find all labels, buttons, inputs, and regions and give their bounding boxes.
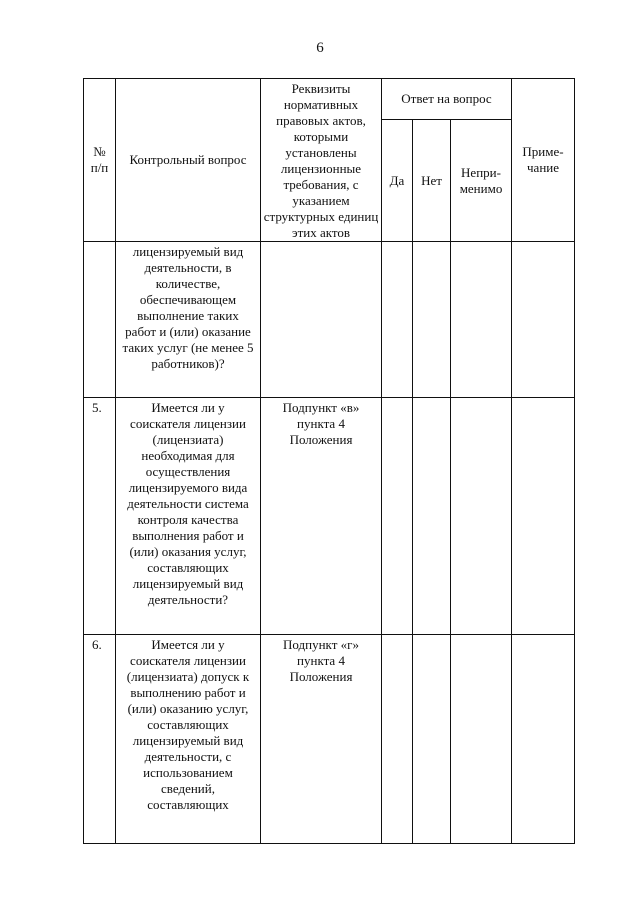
row-reference — [261, 242, 382, 398]
row-question: Имеется ли у соискателя лицензии (лицензиата) необходимая для осуществления лицензируемого вида деятельности система контроля качества выполнения работ и (или) оказания услуг, составляющих лицензируемый вид деятельности? — [116, 398, 261, 635]
cell-note[interactable] — [512, 635, 575, 844]
header-yes — [382, 120, 413, 242]
cell-yes[interactable] — [382, 635, 413, 844]
cell-yes[interactable] — [382, 242, 413, 398]
table-row — [84, 242, 575, 398]
table-row — [84, 635, 575, 844]
header-number-label: № п/п — [90, 144, 109, 175]
header-no-label: Нет — [421, 172, 442, 188]
header-note — [512, 79, 575, 242]
row-reference: Подпункт «в» пункта 4 Положения — [261, 398, 382, 635]
header-requisites — [261, 79, 382, 242]
cell-note[interactable] — [512, 398, 575, 635]
header-note-label: Приме- чание — [522, 144, 564, 175]
row-question: лицензируемый вид деятельности, в количестве, обеспечивающем выполнение таких работ и (или) оказание таких услуг (не менее 5 работников)? — [116, 242, 261, 398]
row-question: Имеется ли у соискателя лицензии (лицензиата) допуск к выполнению работ и (или) оказанию услуг, составляющих лицензируемый вид деятельности, с использованием сведений, составляющих — [116, 635, 261, 844]
header-answer — [382, 79, 512, 120]
cell-no[interactable] — [413, 242, 451, 398]
cell-not-applicable[interactable] — [451, 242, 512, 398]
row-number: 6. — [84, 635, 116, 844]
header-question-label: Контрольный вопрос — [129, 152, 247, 167]
row-number: 5. — [84, 398, 116, 635]
header-question — [116, 79, 261, 242]
table-row — [84, 398, 575, 635]
cell-yes[interactable] — [382, 398, 413, 635]
header-yes-label: Да — [389, 172, 405, 188]
header-requisites-label: Реквизиты нормативных правовых актов, которыми установлены лицензионные требования, с указанием структурных единиц этих актов — [263, 81, 379, 240]
header-no — [413, 120, 451, 242]
header-not-applicable — [451, 120, 512, 242]
cell-no[interactable] — [413, 398, 451, 635]
header-not-applicable-label: Непри- менимо — [459, 164, 503, 196]
header-answer-label: Ответ на вопрос — [401, 91, 492, 107]
row-number — [84, 242, 116, 398]
cell-no[interactable] — [413, 635, 451, 844]
row-reference: Подпункт «г» пункта 4 Положения — [261, 635, 382, 844]
cell-not-applicable[interactable] — [451, 635, 512, 844]
cell-not-applicable[interactable] — [451, 398, 512, 635]
page-number: 6 — [316, 40, 324, 56]
checklist-table — [83, 78, 575, 844]
cell-note[interactable] — [512, 242, 575, 398]
header-number — [84, 79, 116, 242]
